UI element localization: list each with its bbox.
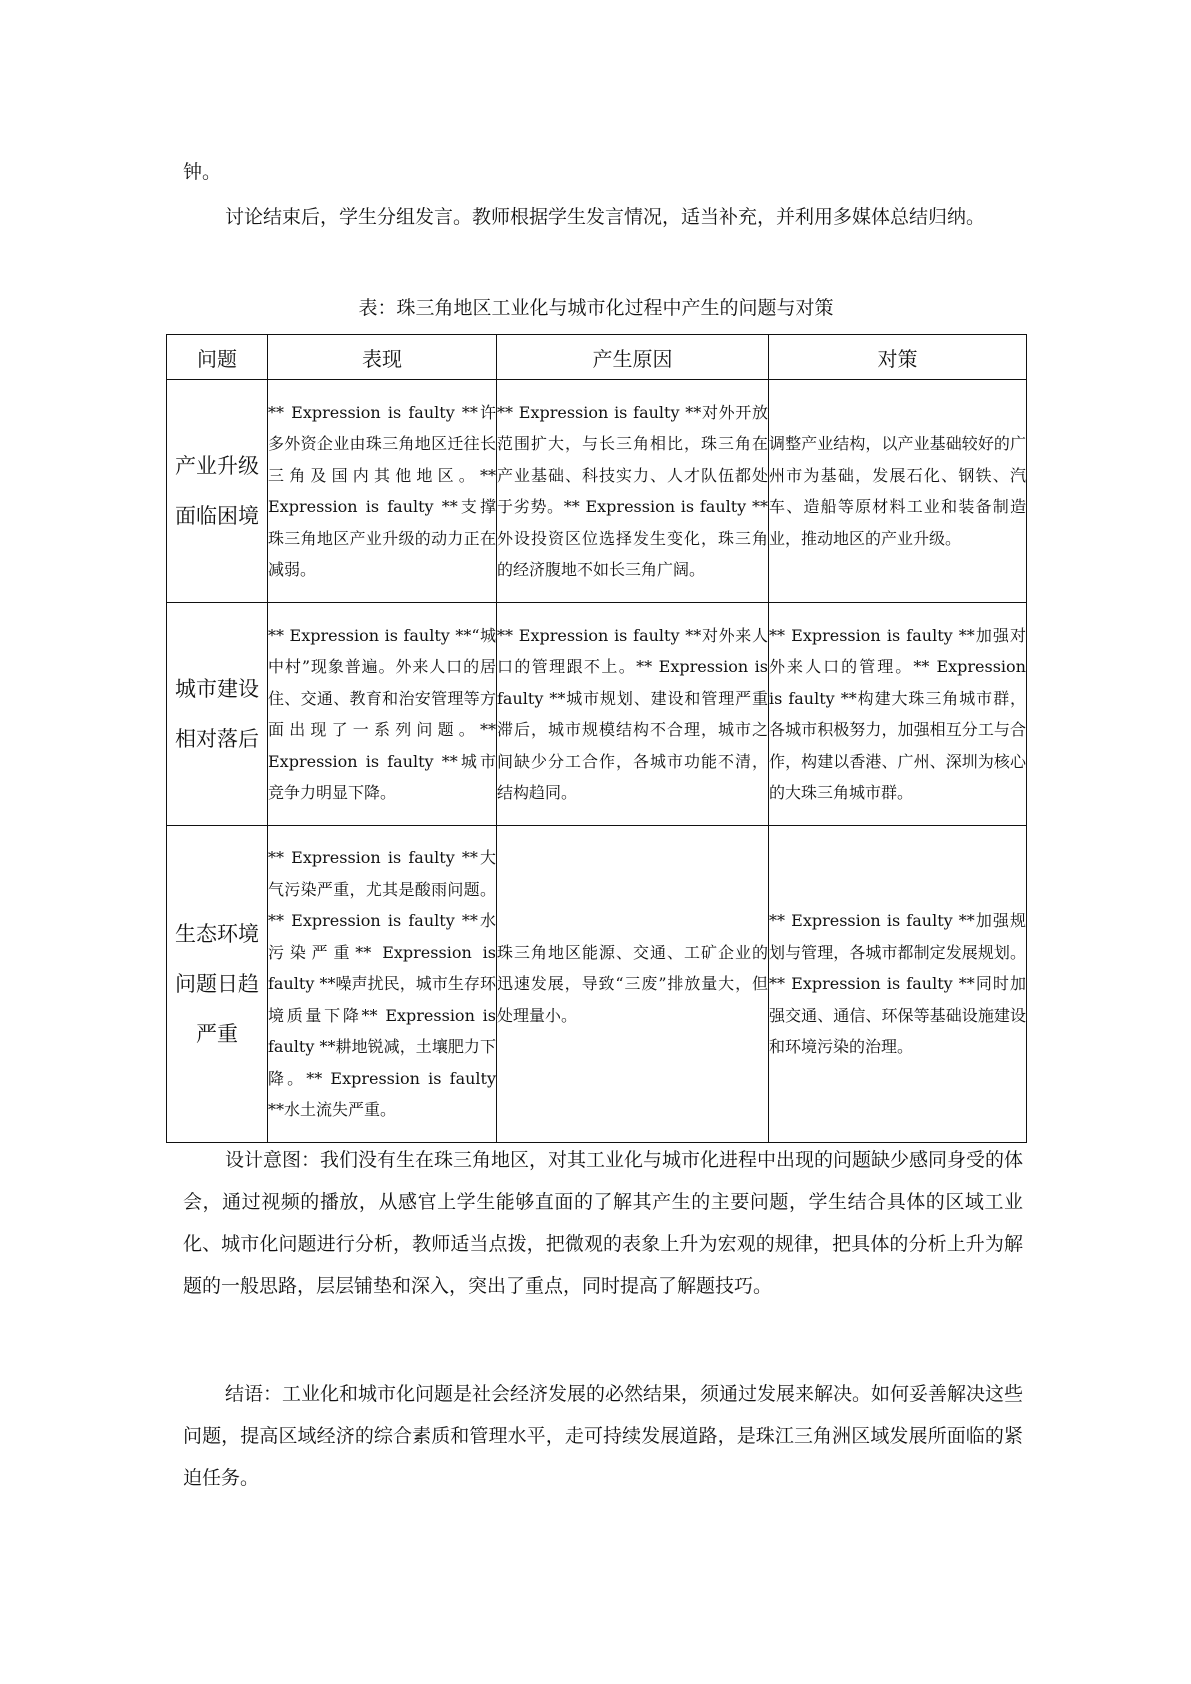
header-countermeasure: 对策 bbox=[769, 335, 1027, 380]
issue-cell: 生态环境问题日趋严重 bbox=[167, 826, 268, 1143]
countermeasure-cell: 调整产业结构，以产业基础较好的广州市为基础，发展石化、钢铁、汽车、造船等原材料工业和装备制造业，推动地区的产业升级。 bbox=[769, 380, 1027, 603]
conclusion-paragraph: 结语：工业化和城市化问题是社会经济发展的必然结果，须通过发展来解决。如何妥善解决这些问题，提高区域经济的综合素质和管理水平，走可持续发展道路，是珠江三角洲区域发展所面临的紧迫任务。 bbox=[183, 1383, 1024, 1489]
countermeasure-cell: ** Expression is faulty **加强规划与管理，各城市都制定发展规划。** Expression is faulty **同时加强交通、通信、环保等基础设施建设和环境污染的治理。 bbox=[769, 826, 1027, 1143]
countermeasure-cell: ** Expression is faulty **加强对外来人口的管理。** Expression is faulty **构建大珠三角城市群，各城市积极努力，加强相互分工与合作，构建以香港、广州、深圳为核心的大珠三角城市群。 bbox=[769, 603, 1027, 826]
cause-cell: ** Expression is faulty **对外来人口的管理跟不上。** Expression is faulty **城市规划、建设和管理严重滞后，城市规模结构不合理，城市之间缺少分工合作，各城市功能不清，结构趋同。 bbox=[497, 603, 769, 826]
design-intent-paragraph: 设计意图：我们没有生在珠三角地区，对其工业化与城市化进程中出现的问题缺少感同身受的体会，通过视频的播放，从感官上学生能够直面的了解其产生的主要问题，学生结合具体的区域工业化、城市化问题进行分析，教师适当点拨，把微观的表象上升为宏观的规律，把具体的分析上升为解题的一般思路，层层铺垫和深入，突出了重点，同时提高了解题技巧。 bbox=[183, 1149, 1024, 1297]
header-issue: 问题 bbox=[167, 335, 268, 380]
header-manifestation: 表现 bbox=[268, 335, 497, 380]
problems-table bbox=[166, 334, 1027, 1143]
header-cause: 产生原因 bbox=[497, 335, 769, 380]
manifestation-cell: ** Expression is faulty **许多外资企业由珠三角地区迁往长三角及国内其他地区。** Expression is faulty **支撑珠三角地区产业升级的动力正在减弱。 bbox=[268, 380, 497, 603]
table-row bbox=[167, 826, 1027, 1143]
table-caption: 表：珠三角地区工业化与城市化过程中产生的问题与对策 bbox=[358, 297, 834, 319]
manifestation-cell: ** Expression is faulty **“城中村”现象普遍。外来人口的居住、交通、教育和治安管理等方面出现了一系列问题。** Expression is faulty **城市竞争力明显下降。 bbox=[268, 603, 497, 826]
issue-cell: 产业升级面临困境 bbox=[167, 380, 268, 603]
cause-cell: 珠三角地区能源、交通、工矿企业的迅速发展，导致“三废”排放量大，但处理量小。 bbox=[497, 826, 769, 1143]
top-fragment: 钟。 bbox=[183, 161, 222, 183]
table-header-row bbox=[167, 335, 1027, 380]
table-row bbox=[167, 603, 1027, 826]
manifestation-cell: ** Expression is faulty **大气污染严重，尤其是酸雨问题。** Expression is faulty **水污染严重** Expression is faulty **噪声扰民，城市生存环境质量下降** Expression is faulty **耕地锐减，土壤肥力下降。** Expression is faulty **水土流失严重。 bbox=[268, 826, 497, 1143]
issue-cell: 城市建设相对落后 bbox=[167, 603, 268, 826]
table-row bbox=[167, 380, 1027, 603]
cause-cell: ** Expression is faulty **对外开放范围扩大，与长三角相比，珠三角在产业基础、科技实力、人才队伍都处于劣势。** Expression is faulty **外设投资区位选择发生变化，珠三角的经济腹地不如长三角广阔。 bbox=[497, 380, 769, 603]
discussion-paragraph: 讨论结束后，学生分组发言。教师根据学生发言情况，适当补充，并利用多媒体总结归纳。 bbox=[225, 206, 986, 228]
